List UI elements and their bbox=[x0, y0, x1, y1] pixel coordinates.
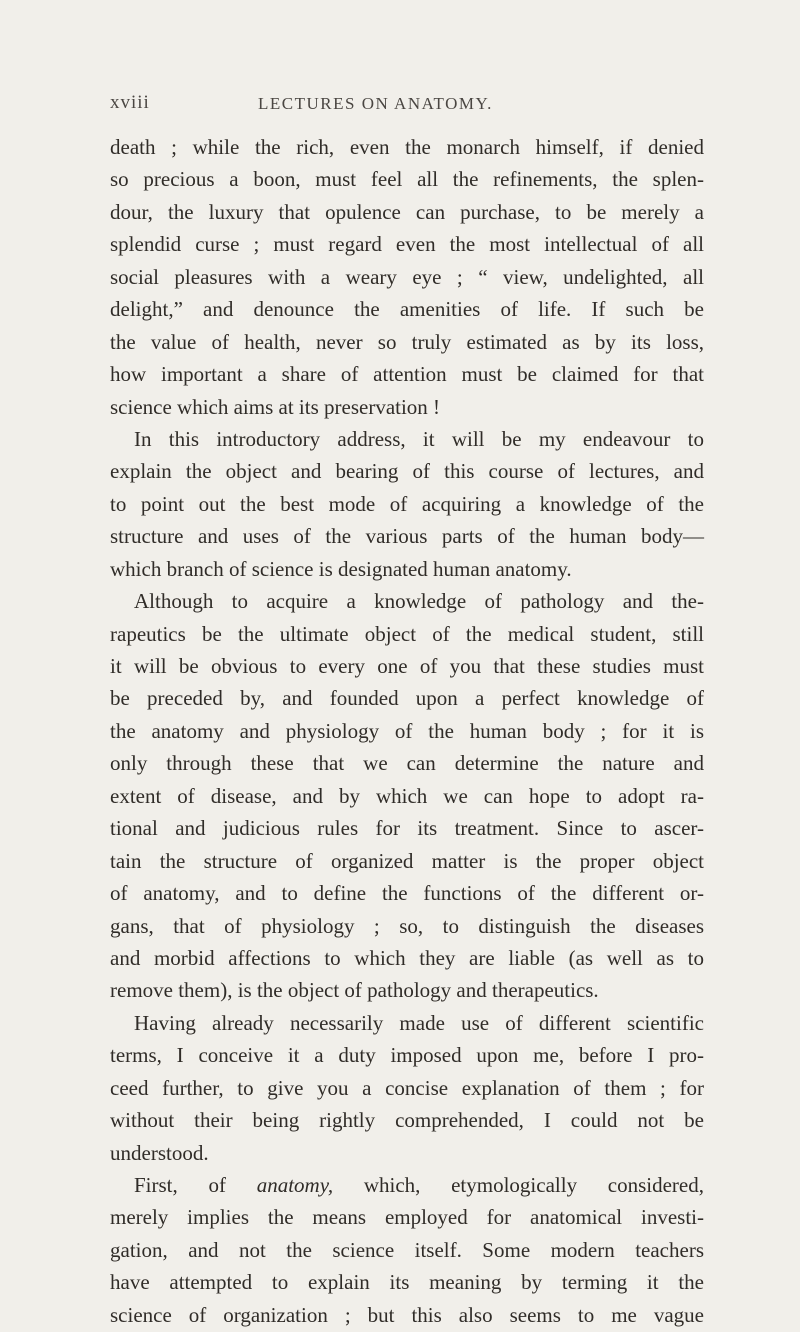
text-line: of anatomy, and to define the functions of the different or- bbox=[110, 881, 704, 906]
text-line: delight,” and denounce the amenities of life. If such be bbox=[110, 297, 704, 322]
text-line: merely implies the means employed for anatomical investi- bbox=[110, 1205, 704, 1230]
page-header bbox=[0, 92, 800, 122]
body-text bbox=[110, 131, 704, 1331]
text-line: only through these that we can determine the nature and bbox=[110, 751, 704, 776]
text-line: and morbid affections to which they are liable (as well as to bbox=[110, 945, 704, 970]
text-line: tain the structure of organized matter is the proper object bbox=[110, 848, 704, 873]
text-line: terms, I conceive it a duty imposed upon me, before I pro- bbox=[110, 1043, 704, 1068]
text-line: gans, that of physiology ; so, to distinguish the diseases bbox=[110, 913, 704, 938]
text-line: ceed further, to give you a concise explanation of them ; for bbox=[110, 1075, 704, 1100]
text-line: rapeutics be the ultimate object of the medical student, still bbox=[110, 621, 704, 646]
text-line: be preceded by, and founded upon a perfect knowledge of bbox=[110, 686, 704, 711]
text-line: the anatomy and physiology of the human body ; for it is bbox=[110, 718, 704, 743]
text-line: to point out the best mode of acquiring a knowledge of the bbox=[110, 491, 704, 516]
text-line: death ; while the rich, even the monarch himself, if denied bbox=[110, 135, 704, 159]
text-line: social pleasures with a weary eye ; “ view, undelighted, all bbox=[110, 264, 704, 289]
text-line: understood. bbox=[110, 1140, 209, 1165]
text-run: which, etymologically considered, bbox=[333, 1173, 704, 1197]
text-line: dour, the luxury that opulence can purchase, to be merely a bbox=[110, 199, 704, 224]
text-line: splendid curse ; must regard even the most intellectual of all bbox=[110, 232, 704, 257]
text-line: have attempted to explain its meaning by terming it the bbox=[110, 1270, 704, 1295]
text-line: structure and uses of the various parts of the human body— bbox=[110, 524, 704, 549]
text-line: so precious a boon, must feel all the refinements, the splen- bbox=[110, 167, 704, 192]
italic-term: anatomy, bbox=[256, 1173, 334, 1197]
text-line: Having already necessarily made use of different scientific bbox=[134, 1010, 704, 1035]
text-line: science of organization ; but this also seems to me vague bbox=[110, 1302, 704, 1327]
running-title: LECTURES ON ANATOMY. bbox=[258, 94, 493, 113]
text-line: tional and judicious rules for its treatment. Since to ascer- bbox=[110, 816, 704, 841]
text-line: it will be obvious to every one of you that these studies must bbox=[110, 654, 704, 678]
text-line: gation, and not the science itself. Some modern teachers bbox=[110, 1237, 704, 1262]
text-line: without their being rightly comprehended, I could not be bbox=[110, 1108, 704, 1133]
text-line: the value of health, never so truly estimated as by its loss, bbox=[110, 329, 704, 354]
text-line: remove them), is the object of pathology and therapeutics. bbox=[110, 978, 599, 1003]
text-line: extent of disease, and by which we can hope to adopt ra- bbox=[110, 783, 704, 808]
text-line: which branch of science is designated human anatomy. bbox=[110, 556, 572, 581]
text-line: science which aims at its preservation ! bbox=[110, 394, 441, 419]
text-line: explain the object and bearing of this course of lectures, and bbox=[110, 459, 704, 484]
text-line: In this introductory address, it will be my endeavour to bbox=[134, 426, 704, 451]
text-line-mixed bbox=[110, 1169, 704, 1201]
text-line: Although to acquire a knowledge of pathology and the- bbox=[134, 589, 704, 614]
page-number: xviii bbox=[110, 92, 150, 113]
text-run: First, of bbox=[134, 1173, 257, 1197]
text-line: how important a share of attention must be claimed for that bbox=[110, 362, 704, 387]
